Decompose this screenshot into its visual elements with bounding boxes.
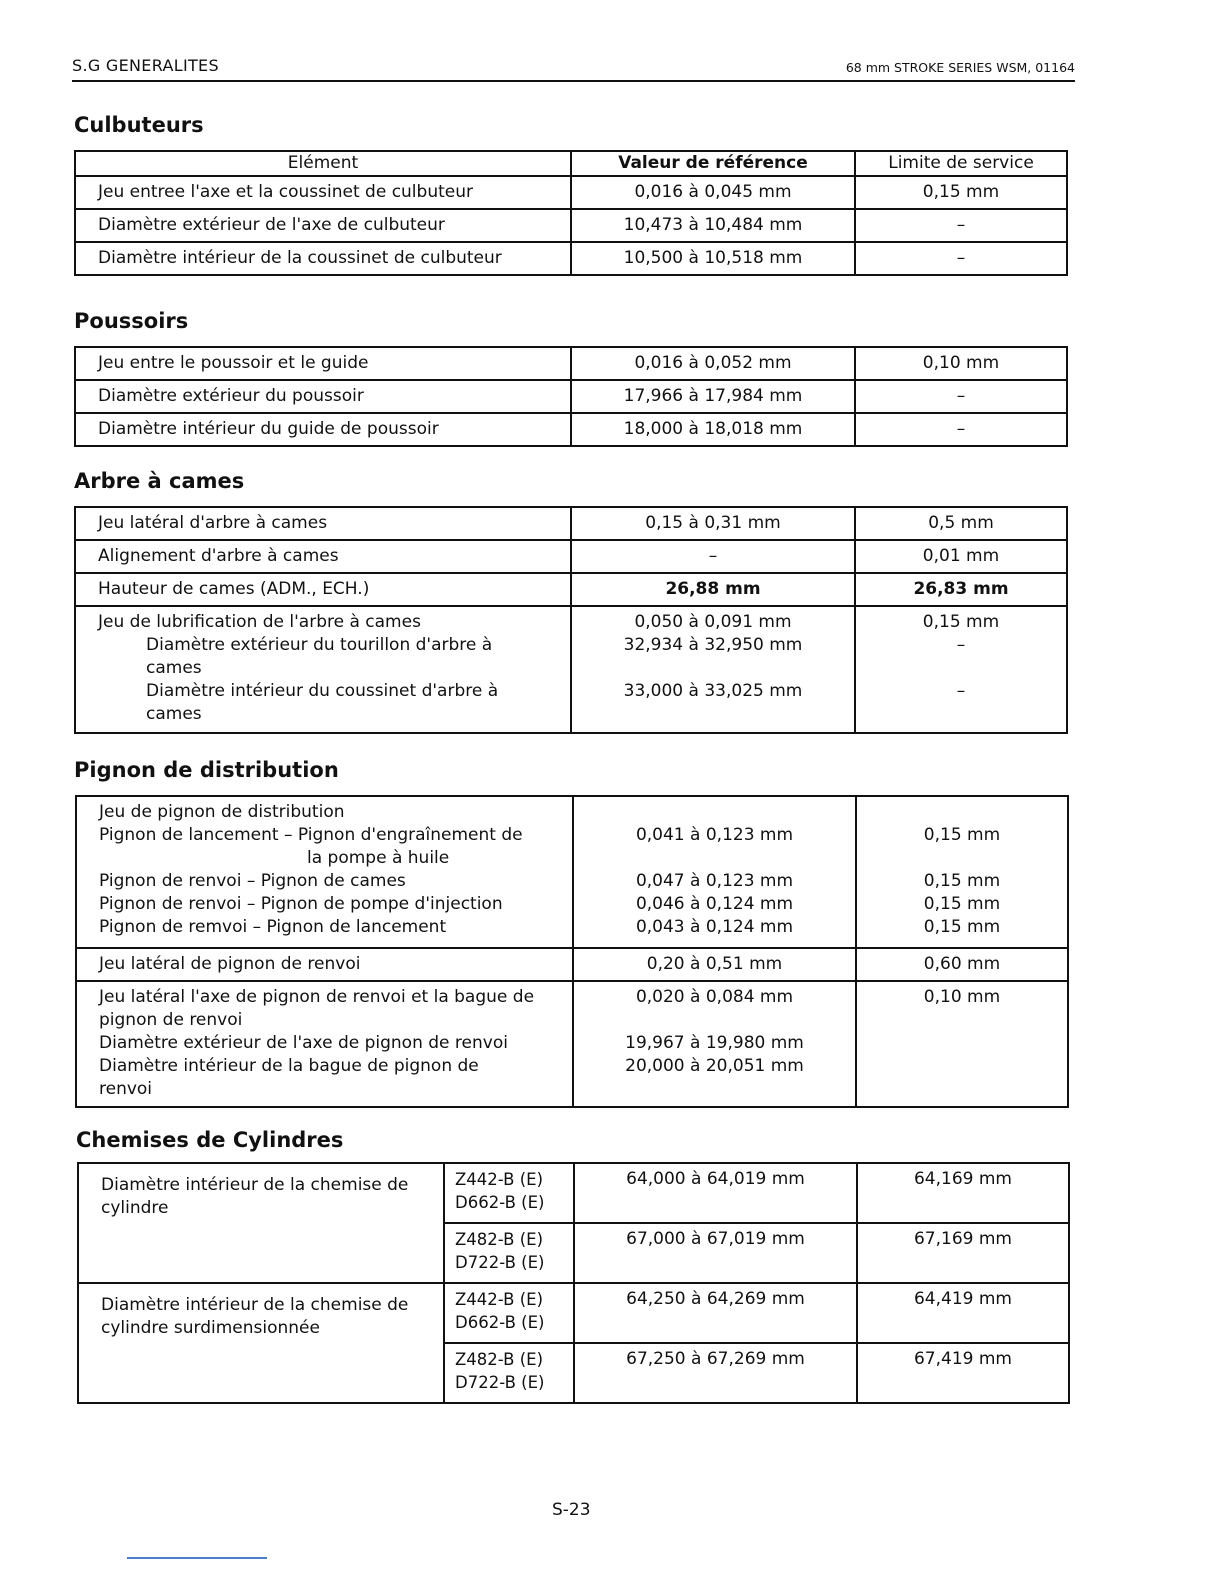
- table-row: [75, 242, 1067, 275]
- value-line: 0,020 à 0,084 mm: [635, 987, 794, 1007]
- cell-element: Jeu entree l'axe et la coussinet de culbuteur: [75, 176, 571, 209]
- table-row: [75, 540, 1067, 573]
- element-line: la pompe à huile: [307, 848, 450, 868]
- page-number: S-23: [552, 1500, 591, 1520]
- table-row: [75, 380, 1067, 413]
- cell-element: Diamètre extérieur de l'axe de culbuteur: [75, 209, 571, 242]
- footer-rule: [127, 1557, 267, 1559]
- element-line: Diamètre extérieur du tourillon d'arbre à: [146, 635, 493, 655]
- table-header-row: [75, 151, 1067, 176]
- model-line: Z482-B (E): [455, 1350, 544, 1369]
- cell-element: [78, 1163, 444, 1283]
- cell-valeur: –: [571, 540, 855, 573]
- table-poussoirs: [74, 346, 1068, 447]
- table-pignon-distribution: [75, 795, 1069, 1108]
- cell-limite: –: [855, 209, 1067, 242]
- table-row: [78, 1163, 1069, 1223]
- cell-limite: [856, 796, 1068, 948]
- cell-valeur: 10,473 à 10,484 mm: [571, 209, 855, 242]
- cell-model: [444, 1163, 574, 1223]
- value-line: 0,050 à 0,091 mm: [634, 612, 792, 632]
- table-row: [76, 981, 1068, 1107]
- cell-valeur: 0,20 à 0,51 mm: [573, 948, 856, 981]
- cell-limite: 0,15 mm: [855, 176, 1067, 209]
- cell-element: Diamètre intérieur du guide de poussoir: [75, 413, 571, 446]
- cell-valeur: 10,500 à 10,518 mm: [571, 242, 855, 275]
- table-row: [75, 176, 1067, 209]
- cell-model: [444, 1283, 574, 1343]
- value-line: 20,000 à 20,051 mm: [625, 1056, 804, 1076]
- limit-line: 0,15 mm: [922, 612, 1000, 632]
- table-row: [78, 1283, 1069, 1343]
- element-line: pignon de renvoi: [99, 1010, 243, 1030]
- model-line: Z442-B (E): [455, 1170, 544, 1189]
- header-series-label: 68 mm STROKE SERIES WSM, 01164: [845, 60, 1075, 75]
- cell-limite: 0,5 mm: [855, 507, 1067, 540]
- limit-line: –: [956, 635, 966, 655]
- element-line: cylindre surdimensionnée: [101, 1318, 320, 1338]
- table-row: [75, 606, 1067, 733]
- cell-valeur: 0,15 à 0,31 mm: [571, 507, 855, 540]
- value-line: 33,000 à 33,025 mm: [623, 681, 803, 701]
- element-line: renvoi: [99, 1079, 153, 1099]
- element-line: Diamètre extérieur de l'axe de pignon de renvoi: [99, 1033, 508, 1053]
- column-header-limite: Limite de service: [855, 151, 1067, 176]
- cell-limite: 26,83 mm: [855, 573, 1067, 606]
- table-culbuteurs: [74, 150, 1068, 276]
- cell-valeur: 64,000 à 64,019 mm: [574, 1163, 857, 1223]
- cell-limite: 0,01 mm: [855, 540, 1067, 573]
- cell-model: [444, 1223, 574, 1283]
- cell-valeur: 64,250 à 64,269 mm: [574, 1283, 857, 1343]
- element-line: Pignon de lancement – Pignon d'engraînement de: [99, 825, 523, 845]
- table-row: [76, 796, 1068, 948]
- page-header: [72, 56, 1075, 82]
- cell-element: [76, 981, 573, 1107]
- limit-line: 0,15 mm: [923, 917, 1001, 937]
- value-line: 0,041 à 0,123 mm: [635, 825, 794, 845]
- limit-line: 0,10 mm: [923, 987, 1001, 1007]
- cell-element: Diamètre extérieur du poussoir: [75, 380, 571, 413]
- column-header-element: Elément: [75, 151, 571, 176]
- cell-element: Jeu latéral d'arbre à cames: [75, 507, 571, 540]
- table-row: [76, 948, 1068, 981]
- element-line: Jeu latéral l'axe de pignon de renvoi et la bague de: [99, 987, 535, 1007]
- element-line: Jeu de lubrification de l'arbre à cames: [98, 612, 421, 632]
- section-title-arbre-a-cames: Arbre à cames: [74, 469, 245, 493]
- cell-valeur: [571, 606, 855, 733]
- cell-limite: –: [855, 242, 1067, 275]
- cell-element: Jeu latéral de pignon de renvoi: [76, 948, 573, 981]
- section-title-pignon: Pignon de distribution: [74, 758, 339, 782]
- cell-element: Jeu entre le poussoir et le guide: [75, 347, 571, 380]
- header-section-label: S.G GENERALITES: [72, 56, 219, 75]
- value-line: 0,043 à 0,124 mm: [635, 917, 794, 937]
- limit-line: 0,15 mm: [923, 871, 1001, 891]
- element-line: Diamètre intérieur de la chemise de: [101, 1295, 409, 1315]
- cell-valeur: 67,000 à 67,019 mm: [574, 1223, 857, 1283]
- model-line: D722-B (E): [455, 1253, 545, 1272]
- cell-element: [78, 1283, 444, 1403]
- value-line: 19,967 à 19,980 mm: [625, 1033, 804, 1053]
- cell-element: Diamètre intérieur de la coussinet de culbuteur: [75, 242, 571, 275]
- table-row: [75, 507, 1067, 540]
- model-line: D662-B (E): [455, 1313, 545, 1332]
- table-chemises-cylindres: [77, 1162, 1070, 1404]
- table-row: [75, 413, 1067, 446]
- element-line: cames: [146, 704, 202, 724]
- value-line: 0,046 à 0,124 mm: [635, 894, 794, 914]
- limit-line: 0,15 mm: [923, 825, 1001, 845]
- element-line: Jeu de pignon de distribution: [99, 802, 345, 822]
- cell-valeur: [573, 796, 856, 948]
- table-row: [75, 573, 1067, 606]
- cell-valeur: 67,250 à 67,269 mm: [574, 1343, 857, 1403]
- cell-limite: [856, 981, 1068, 1107]
- model-line: D722-B (E): [455, 1373, 545, 1392]
- section-title-chemises: Chemises de Cylindres: [76, 1128, 344, 1152]
- cell-model: [444, 1343, 574, 1403]
- limit-line: –: [956, 681, 966, 701]
- cell-element: Alignement d'arbre à cames: [75, 540, 571, 573]
- cell-limite: 67,169 mm: [857, 1223, 1069, 1283]
- element-line: cames: [146, 658, 202, 678]
- model-line: Z482-B (E): [455, 1230, 544, 1249]
- value-line: 32,934 à 32,950 mm: [623, 635, 803, 655]
- table-row: [75, 209, 1067, 242]
- cell-valeur: 0,016 à 0,045 mm: [571, 176, 855, 209]
- cell-valeur: 26,88 mm: [571, 573, 855, 606]
- cell-valeur: 18,000 à 18,018 mm: [571, 413, 855, 446]
- cell-element: [76, 796, 573, 948]
- element-line: Diamètre intérieur de la bague de pignon de: [99, 1056, 479, 1076]
- cell-limite: 0,10 mm: [855, 347, 1067, 380]
- element-line: Pignon de renvoi – Pignon de cames: [99, 871, 406, 891]
- cell-limite: 64,169 mm: [857, 1163, 1069, 1223]
- element-line: Diamètre intérieur de la chemise de: [101, 1175, 409, 1195]
- cell-valeur: [573, 981, 856, 1107]
- cell-element: [75, 606, 571, 733]
- cell-element: Hauteur de cames (ADM., ECH.): [75, 573, 571, 606]
- cell-limite: 67,419 mm: [857, 1343, 1069, 1403]
- cell-limite: –: [855, 380, 1067, 413]
- limit-line: 0,15 mm: [923, 894, 1001, 914]
- cell-valeur: 17,966 à 17,984 mm: [571, 380, 855, 413]
- cell-limite: [855, 606, 1067, 733]
- cell-valeur: 0,016 à 0,052 mm: [571, 347, 855, 380]
- element-line: cylindre: [101, 1198, 169, 1218]
- element-line: Pignon de renvoi – Pignon de pompe d'injection: [99, 894, 503, 914]
- table-arbre-a-cames: [74, 506, 1068, 734]
- value-line: 0,047 à 0,123 mm: [635, 871, 794, 891]
- section-title-culbuteurs: Culbuteurs: [74, 113, 204, 137]
- table-row: [75, 347, 1067, 380]
- model-line: Z442-B (E): [455, 1290, 544, 1309]
- column-header-valeur: Valeur de référence: [571, 151, 855, 176]
- cell-limite: –: [855, 413, 1067, 446]
- section-title-poussoirs: Poussoirs: [74, 309, 189, 333]
- element-line: Diamètre intérieur du coussinet d'arbre à: [146, 681, 499, 701]
- element-line: Pignon de remvoi – Pignon de lancement: [99, 917, 447, 937]
- model-line: D662-B (E): [455, 1193, 545, 1212]
- cell-limite: 0,60 mm: [856, 948, 1068, 981]
- cell-limite: 64,419 mm: [857, 1283, 1069, 1343]
